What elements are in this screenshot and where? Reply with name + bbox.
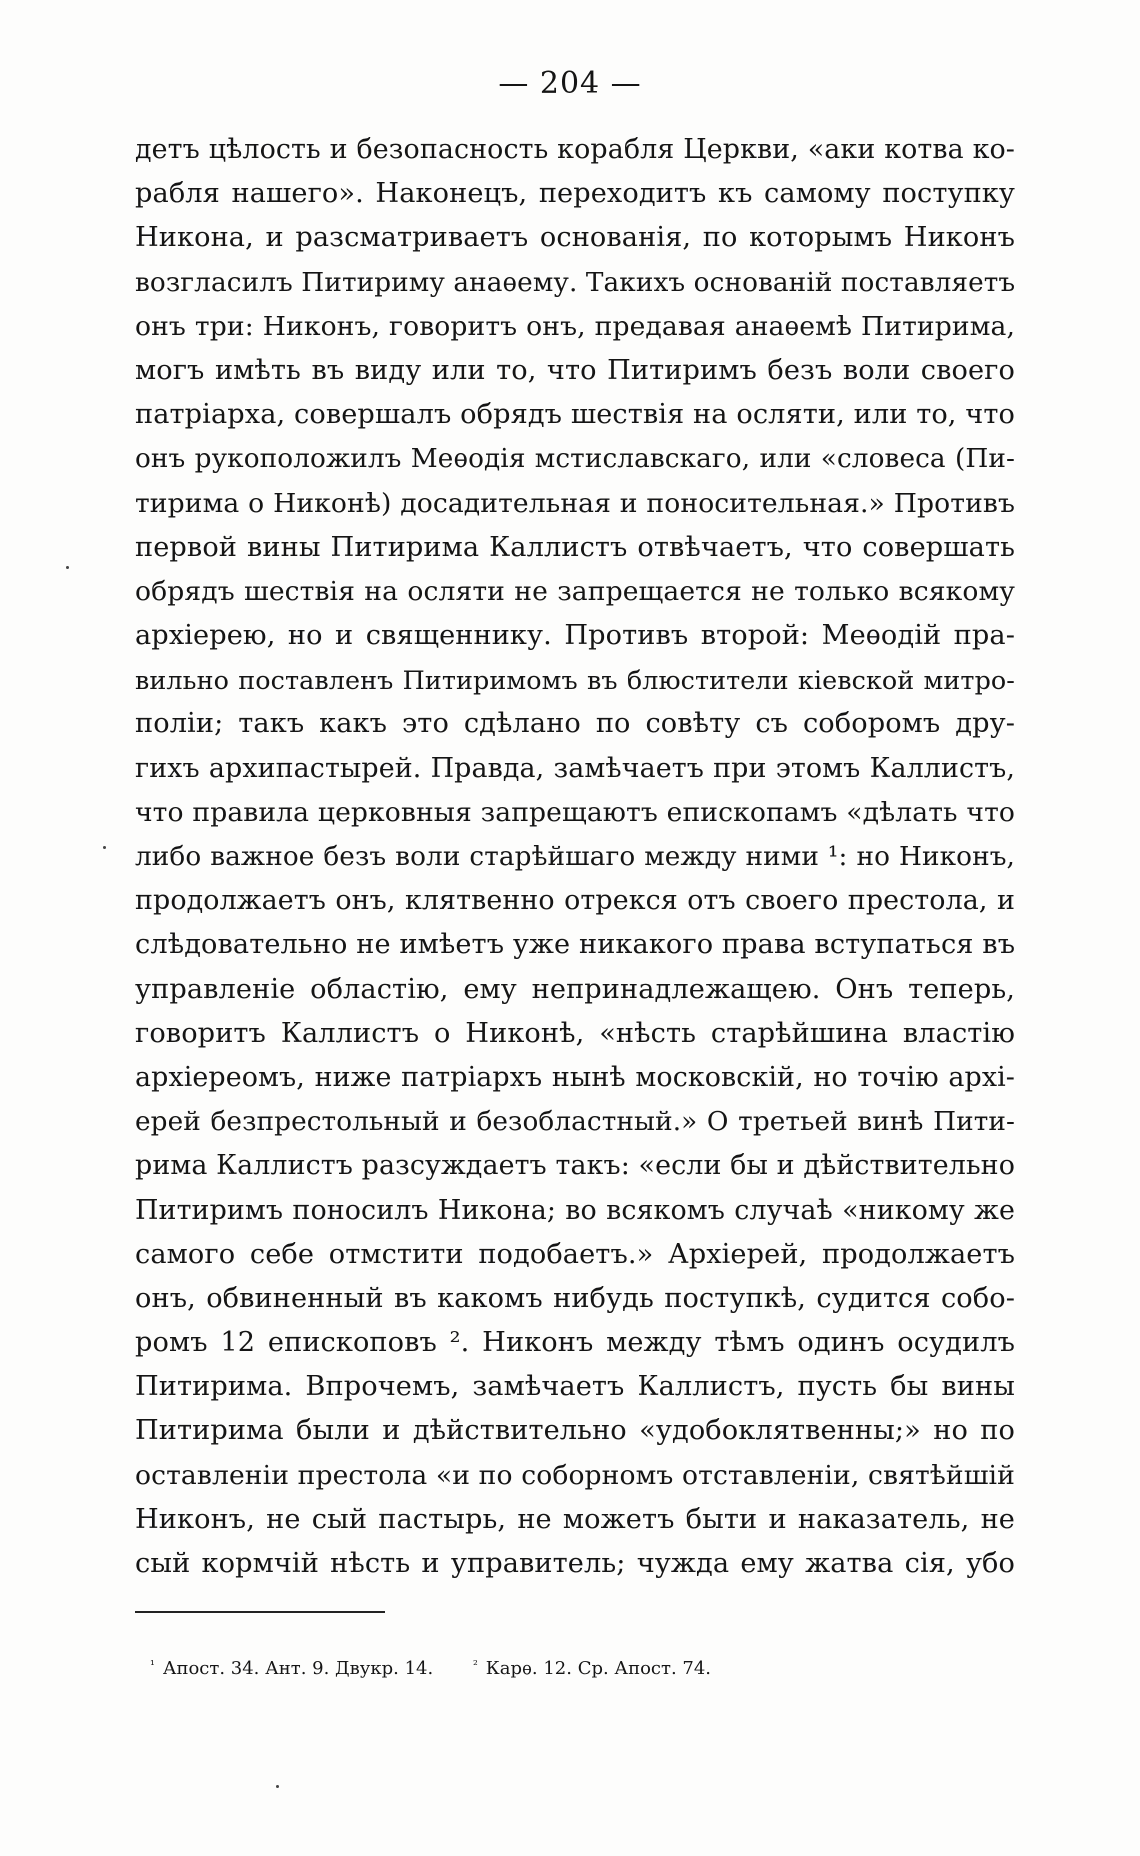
- text-line: Питиримъ поносилъ Никона; во всякомъ случаѣ «никому же: [135, 1194, 1015, 1226]
- text-line: продолжаетъ онъ, клятвенно отрекся отъ своего престола, и: [135, 885, 1015, 917]
- text-line: сый кормчій нѣсть и управитель; чужда ему жатва сія, убо: [135, 1548, 1015, 1579]
- text-line: самого себе отмстити подобаетъ.» Архіерей, продолжаетъ: [135, 1238, 1015, 1270]
- text-line: гихъ архипастырей. Правда, замѣчаетъ при этомъ Каллистъ,: [135, 752, 1015, 784]
- footnotes: [150, 1658, 1000, 1679]
- text-line: слѣдовательно не имѣетъ уже никакого права вступаться въ: [135, 929, 1016, 961]
- print-speck: [276, 1785, 279, 1788]
- text-line: архіереомъ, ниже патріархъ нынѣ московскій, но точію архі-: [135, 1061, 1015, 1093]
- text-line: говоритъ Каллистъ о Никонѣ, «нѣсть старѣйшина властію: [135, 1017, 1015, 1049]
- text-line: рима Каллистъ разсуждаетъ такъ: «если бы и дѣйствительно: [135, 1150, 1015, 1182]
- text-line: Питирима. Впрочемъ, замѣчаетъ Каллистъ, пусть бы вины: [135, 1371, 1015, 1403]
- text-line: Никонъ, не сый пастырь, не можетъ быти и наказатель, не: [135, 1503, 1015, 1535]
- text-line: Никона, и разсматриваетъ основанія, по которымъ Никонъ: [135, 222, 1015, 254]
- footnote-divider: [135, 1611, 385, 1613]
- text-line: рабля нашего». Наконецъ, переходитъ къ самому поступку: [135, 178, 1015, 210]
- text-line: могъ имѣть въ виду или то, что Питиримъ безъ воли своего: [135, 354, 1015, 386]
- text-line: онъ рукоположилъ Меѳодія мстиславскаго, или «словеса (Пи-: [135, 444, 1015, 475]
- footnote: [150, 1658, 433, 1679]
- text-line: обрядъ шествія на осляти не запрещается не только всякому: [135, 575, 1015, 607]
- body-text: [135, 128, 1015, 1586]
- text-line: архіерею, но и священнику. Противъ второй: Меѳодій пра-: [135, 620, 1015, 652]
- text-line: детъ цѣлость и безопасность корабля Церкви, «аки котва ко-: [135, 134, 1015, 165]
- footnote-mark: ¹: [150, 1658, 155, 1672]
- print-speck: [103, 846, 106, 849]
- text-line: либо важное безъ воли старѣйшаго между ними ¹: но Никонъ,: [135, 842, 1015, 872]
- text-line: оставленіи престола «и по соборномъ отставленіи, святѣйшій: [135, 1459, 1015, 1491]
- text-line: первой вины Питирима Каллистъ отвѣчаетъ, что совершать: [135, 531, 1015, 563]
- text-line: вильно поставленъ Питиримомъ въ блюстители кіевской митро-: [135, 665, 1015, 696]
- page-number: — 204 —: [498, 66, 642, 101]
- text-line: управленіе областію, ему непринадлежащею. Онъ теперь,: [135, 973, 1015, 1005]
- text-line: онъ три: Никонъ, говоритъ онъ, предавая анаѳемѣ Питирима,: [135, 310, 1015, 342]
- text-line: что правила церковныя запрещаютъ епископамъ «дѣлать что: [135, 796, 1015, 828]
- text-line: ромъ 12 епископовъ ². Никонъ между тѣмъ одинъ осудилъ: [135, 1327, 1015, 1359]
- text-line: ерей безпрестольный и безобластный.» О третьей винѣ Пити-: [135, 1107, 1015, 1138]
- text-line: поліи; такъ какъ это сдѣлано по совѣту съ соборомъ дру-: [135, 708, 1015, 740]
- text-line: Питирима были и дѣйствительно «удобоклятвенны;» но по: [135, 1415, 1015, 1447]
- footnote-text: Карѳ. 12. Ср. Апост. 74.: [485, 1658, 712, 1679]
- footnote-mark: ²: [472, 1658, 478, 1672]
- footnote: [473, 1658, 711, 1679]
- text-line: онъ, обвиненный въ какомъ нибудь поступкѣ, судится собо-: [135, 1282, 1015, 1314]
- footnote-text: Апост. 34. Ант. 9. Двукр. 14.: [162, 1658, 434, 1679]
- text-line: возгласилъ Питириму анаѳему. Такихъ основаній поставляетъ: [135, 267, 1016, 298]
- text-line: патріарха, совершалъ обрядъ шествія на осляти, или то, что: [135, 399, 1015, 431]
- text-line: тирима о Никонѣ) досадительная и поносительная.» Противъ: [135, 487, 1015, 519]
- print-speck: [66, 566, 69, 569]
